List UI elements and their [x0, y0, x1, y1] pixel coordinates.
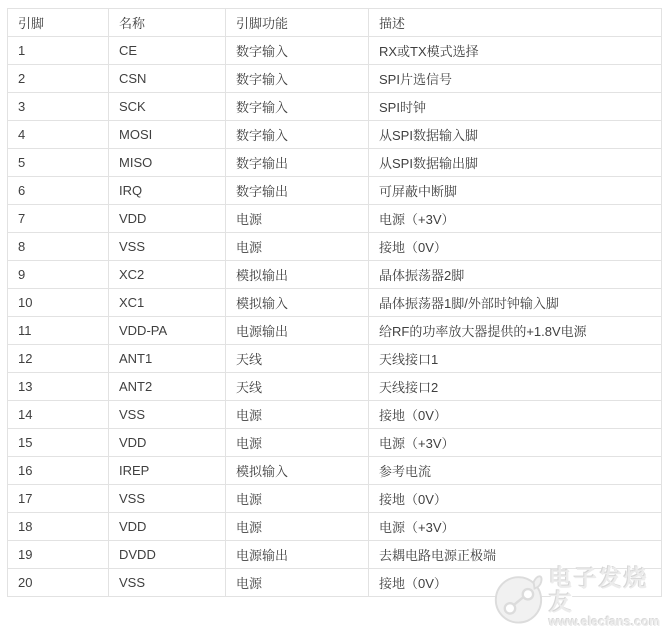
table-cell: 电源 — [226, 485, 369, 513]
table-cell: MOSI — [109, 121, 226, 149]
table-row — [8, 289, 662, 317]
header-pin: 引脚 — [8, 9, 109, 37]
table-cell: VSS — [109, 401, 226, 429]
table-header-row — [8, 9, 662, 37]
table-row — [8, 233, 662, 261]
table-cell: SPI片选信号 — [369, 65, 662, 93]
table-row — [8, 373, 662, 401]
table-cell: IREP — [109, 457, 226, 485]
watermark-url-text: www.elecfans.com — [548, 615, 661, 629]
table-cell: 天线接口2 — [369, 373, 662, 401]
table-cell: XC1 — [109, 289, 226, 317]
table-cell: 电源 — [226, 205, 369, 233]
table-cell: 7 — [8, 205, 109, 233]
table-cell: 数字输入 — [226, 65, 369, 93]
table-cell: 数字输出 — [226, 149, 369, 177]
table-cell: XC2 — [109, 261, 226, 289]
table-row — [8, 121, 662, 149]
table-cell: 接地（0V） — [369, 401, 662, 429]
table-row — [8, 93, 662, 121]
table-cell: 天线 — [226, 345, 369, 373]
header-name: 名称 — [109, 9, 226, 37]
table-cell: 数字输入 — [226, 93, 369, 121]
table-cell: 8 — [8, 233, 109, 261]
table-cell: VDD — [109, 205, 226, 233]
table-cell: 4 — [8, 121, 109, 149]
table-cell: 参考电流 — [369, 457, 662, 485]
table-cell: 电源 — [226, 233, 369, 261]
table-cell: 11 — [8, 317, 109, 345]
table-cell: 从SPI数据输出脚 — [369, 149, 662, 177]
table-cell: 天线接口1 — [369, 345, 662, 373]
table-cell: 模拟输入 — [226, 289, 369, 317]
table-cell: 15 — [8, 429, 109, 457]
table-row — [8, 401, 662, 429]
table-cell: 晶体振荡器2脚 — [369, 261, 662, 289]
table-cell: 天线 — [226, 373, 369, 401]
table-cell: 电源（+3V） — [369, 513, 662, 541]
table-cell: 3 — [8, 93, 109, 121]
table-cell: CE — [109, 37, 226, 65]
table-cell: SPI时钟 — [369, 93, 662, 121]
table-row — [8, 429, 662, 457]
table-row — [8, 541, 662, 569]
pin-table-body — [8, 37, 662, 597]
table-row — [8, 317, 662, 345]
table-cell: 17 — [8, 485, 109, 513]
table-row — [8, 345, 662, 373]
table-row — [8, 569, 662, 597]
table-cell: 模拟输入 — [226, 457, 369, 485]
header-description: 描述 — [369, 9, 662, 37]
table-cell: 数字输出 — [226, 177, 369, 205]
table-cell: CSN — [109, 65, 226, 93]
table-row — [8, 37, 662, 65]
table-cell: 接地（0V） — [369, 569, 662, 597]
table-cell: 19 — [8, 541, 109, 569]
table-cell: 电源（+3V） — [369, 429, 662, 457]
table-cell: ANT1 — [109, 345, 226, 373]
table-row — [8, 513, 662, 541]
table-cell: VSS — [109, 569, 226, 597]
table-cell: 5 — [8, 149, 109, 177]
table-cell: VDD — [109, 429, 226, 457]
table-cell: 6 — [8, 177, 109, 205]
table-row — [8, 177, 662, 205]
table-row — [8, 205, 662, 233]
table-cell: 去耦电路电源正极端 — [369, 541, 662, 569]
table-row — [8, 65, 662, 93]
table-cell: 可屏蔽中断脚 — [369, 177, 662, 205]
table-cell: 12 — [8, 345, 109, 373]
table-row — [8, 457, 662, 485]
table-row — [8, 149, 662, 177]
table-cell: 2 — [8, 65, 109, 93]
table-cell: 电源 — [226, 429, 369, 457]
table-cell: 接地（0V） — [369, 485, 662, 513]
table-row — [8, 261, 662, 289]
table-cell: RX或TX模式选择 — [369, 37, 662, 65]
table-cell: 给RF的功率放大器提供的+1.8V电源 — [369, 317, 662, 345]
table-cell: 电源输出 — [226, 541, 369, 569]
header-function: 引脚功能 — [226, 9, 369, 37]
table-cell: 18 — [8, 513, 109, 541]
table-cell: 数字输入 — [226, 37, 369, 65]
table-row — [8, 485, 662, 513]
table-cell: 14 — [8, 401, 109, 429]
table-cell: 电源（+3V） — [369, 205, 662, 233]
table-cell: IRQ — [109, 177, 226, 205]
pin-description-table — [7, 8, 662, 597]
table-cell: 16 — [8, 457, 109, 485]
table-cell: 接地（0V） — [369, 233, 662, 261]
table-cell: VSS — [109, 233, 226, 261]
table-cell: VSS — [109, 485, 226, 513]
table-cell: SCK — [109, 93, 226, 121]
table-cell: VDD-PA — [109, 317, 226, 345]
table-cell: 数字输入 — [226, 121, 369, 149]
table-cell: 模拟输出 — [226, 261, 369, 289]
table-cell: 电源 — [226, 513, 369, 541]
table-cell: 1 — [8, 37, 109, 65]
table-cell: DVDD — [109, 541, 226, 569]
table-cell: MISO — [109, 149, 226, 177]
table-cell: 电源 — [226, 569, 369, 597]
watermark-brand-text: 电子发烧友 — [548, 565, 649, 616]
table-cell: 电源 — [226, 401, 369, 429]
table-cell: 从SPI数据输入脚 — [369, 121, 662, 149]
table-cell: 电源输出 — [226, 317, 369, 345]
table-cell: ANT2 — [109, 373, 226, 401]
table-cell: VDD — [109, 513, 226, 541]
table-cell: 晶体振荡器1脚/外部时钟输入脚 — [369, 289, 662, 317]
table-cell: 13 — [8, 373, 109, 401]
table-cell: 20 — [8, 569, 109, 597]
table-cell: 9 — [8, 261, 109, 289]
table-cell: 10 — [8, 289, 109, 317]
